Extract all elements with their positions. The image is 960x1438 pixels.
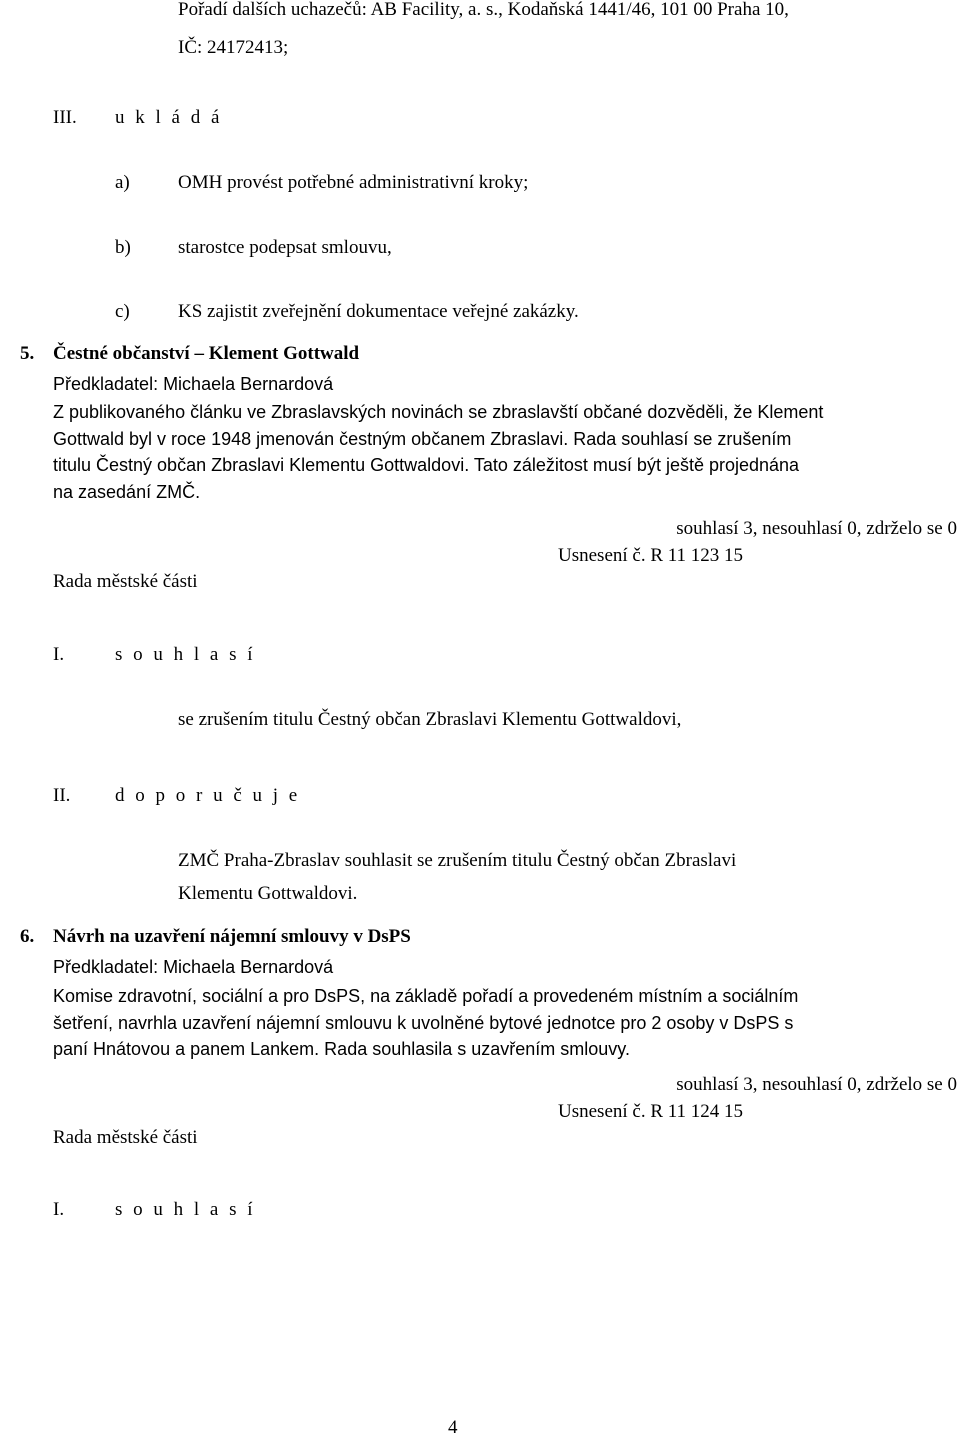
decision-numeral: I. xyxy=(53,1199,65,1220)
resolution-number: Usnesení č. R 11 123 15 xyxy=(558,545,744,566)
council-name: Rada městské části xyxy=(53,571,198,592)
list-item-marker: a) xyxy=(115,172,130,193)
decision-verb: d o p o r u č u j e xyxy=(115,785,301,806)
page-number: 4 xyxy=(448,1417,458,1438)
list-item-text: starostce podepsat smlouvu, xyxy=(178,237,392,258)
decision-verb: s o u h l a s í xyxy=(115,644,256,665)
bidder-id-line: IČ: 24172413; xyxy=(178,37,289,58)
section-verb: u k l á d á xyxy=(115,107,223,128)
list-item-text: KS zajistit zveřejnění dokumentace veřejné zakázky. xyxy=(178,301,579,322)
resolution-number: Usnesení č. R 11 124 15 xyxy=(558,1101,744,1122)
decision-numeral: II. xyxy=(53,785,71,806)
decision-text: Klementu Gottwaldovi. xyxy=(178,883,358,904)
description-line: šetření, navrhla uzavření nájemní smlouvu k uvolněné bytové jednotce pro 2 osoby v DsPS s xyxy=(53,1012,794,1033)
description-line: Gottwald byl v roce 1948 jmenován čestným občanem Zbraslavi. Rada souhlasí se zrušením xyxy=(53,428,792,449)
bidders-order-line: Pořadí dalších uchazečů: AB Facility, a. s., Kodaňská 1441/46, 101 00 Praha 10, xyxy=(178,0,789,20)
agenda-item-number: 5. xyxy=(20,343,35,364)
decision-verb: s o u h l a s í xyxy=(115,1199,256,1220)
agenda-item-number: 6. xyxy=(20,926,35,947)
council-name: Rada městské části xyxy=(53,1127,198,1148)
vote-result: souhlasí 3, nesouhlasí 0, zdrželo se 0 xyxy=(676,1074,957,1095)
description-line: paní Hnátovou a panem Lankem. Rada souhlasila s uzavřením smlouvy. xyxy=(53,1039,630,1059)
decision-text: se zrušením titulu Čestný občan Zbraslavi Klementu Gottwaldovi, xyxy=(178,709,682,730)
list-item-marker: b) xyxy=(115,237,131,258)
agenda-item-description xyxy=(53,983,913,1063)
description-line: Z publikovaného článku ve Zbraslavských novinách se zbraslavští občané dozvěděli, že Klement xyxy=(53,402,824,422)
decision-text: ZMČ Praha-Zbraslav souhlasit se zrušením titulu Čestný občan Zbraslavi xyxy=(178,850,737,871)
submitter-line: Předkladatel: Michaela Bernardová xyxy=(53,957,334,977)
decision-numeral: I. xyxy=(53,644,65,665)
description-line: Komise zdravotní, sociální a pro DsPS, na základě pořadí a provedeném místním a sociálním xyxy=(53,986,799,1006)
agenda-item-description xyxy=(53,399,913,505)
vote-result: souhlasí 3, nesouhlasí 0, zdrželo se 0 xyxy=(676,518,957,539)
agenda-item-title: Návrh na uzavření nájemní smlouvy v DsPS xyxy=(53,926,411,947)
list-item-text: OMH provést potřebné administrativní kroky; xyxy=(178,172,529,193)
agenda-item-title: Čestné občanství – Klement Gottwald xyxy=(53,343,360,364)
list-item-marker: c) xyxy=(115,301,130,322)
section-numeral: III. xyxy=(53,107,77,128)
submitter-line: Předkladatel: Michaela Bernardová xyxy=(53,374,334,394)
description-line: na zasedání ZMČ. xyxy=(53,481,201,502)
description-line: titulu Čestný občan Zbraslavi Klementu Gottwaldovi. Tato záležitost musí být ještě projednána xyxy=(53,455,800,475)
